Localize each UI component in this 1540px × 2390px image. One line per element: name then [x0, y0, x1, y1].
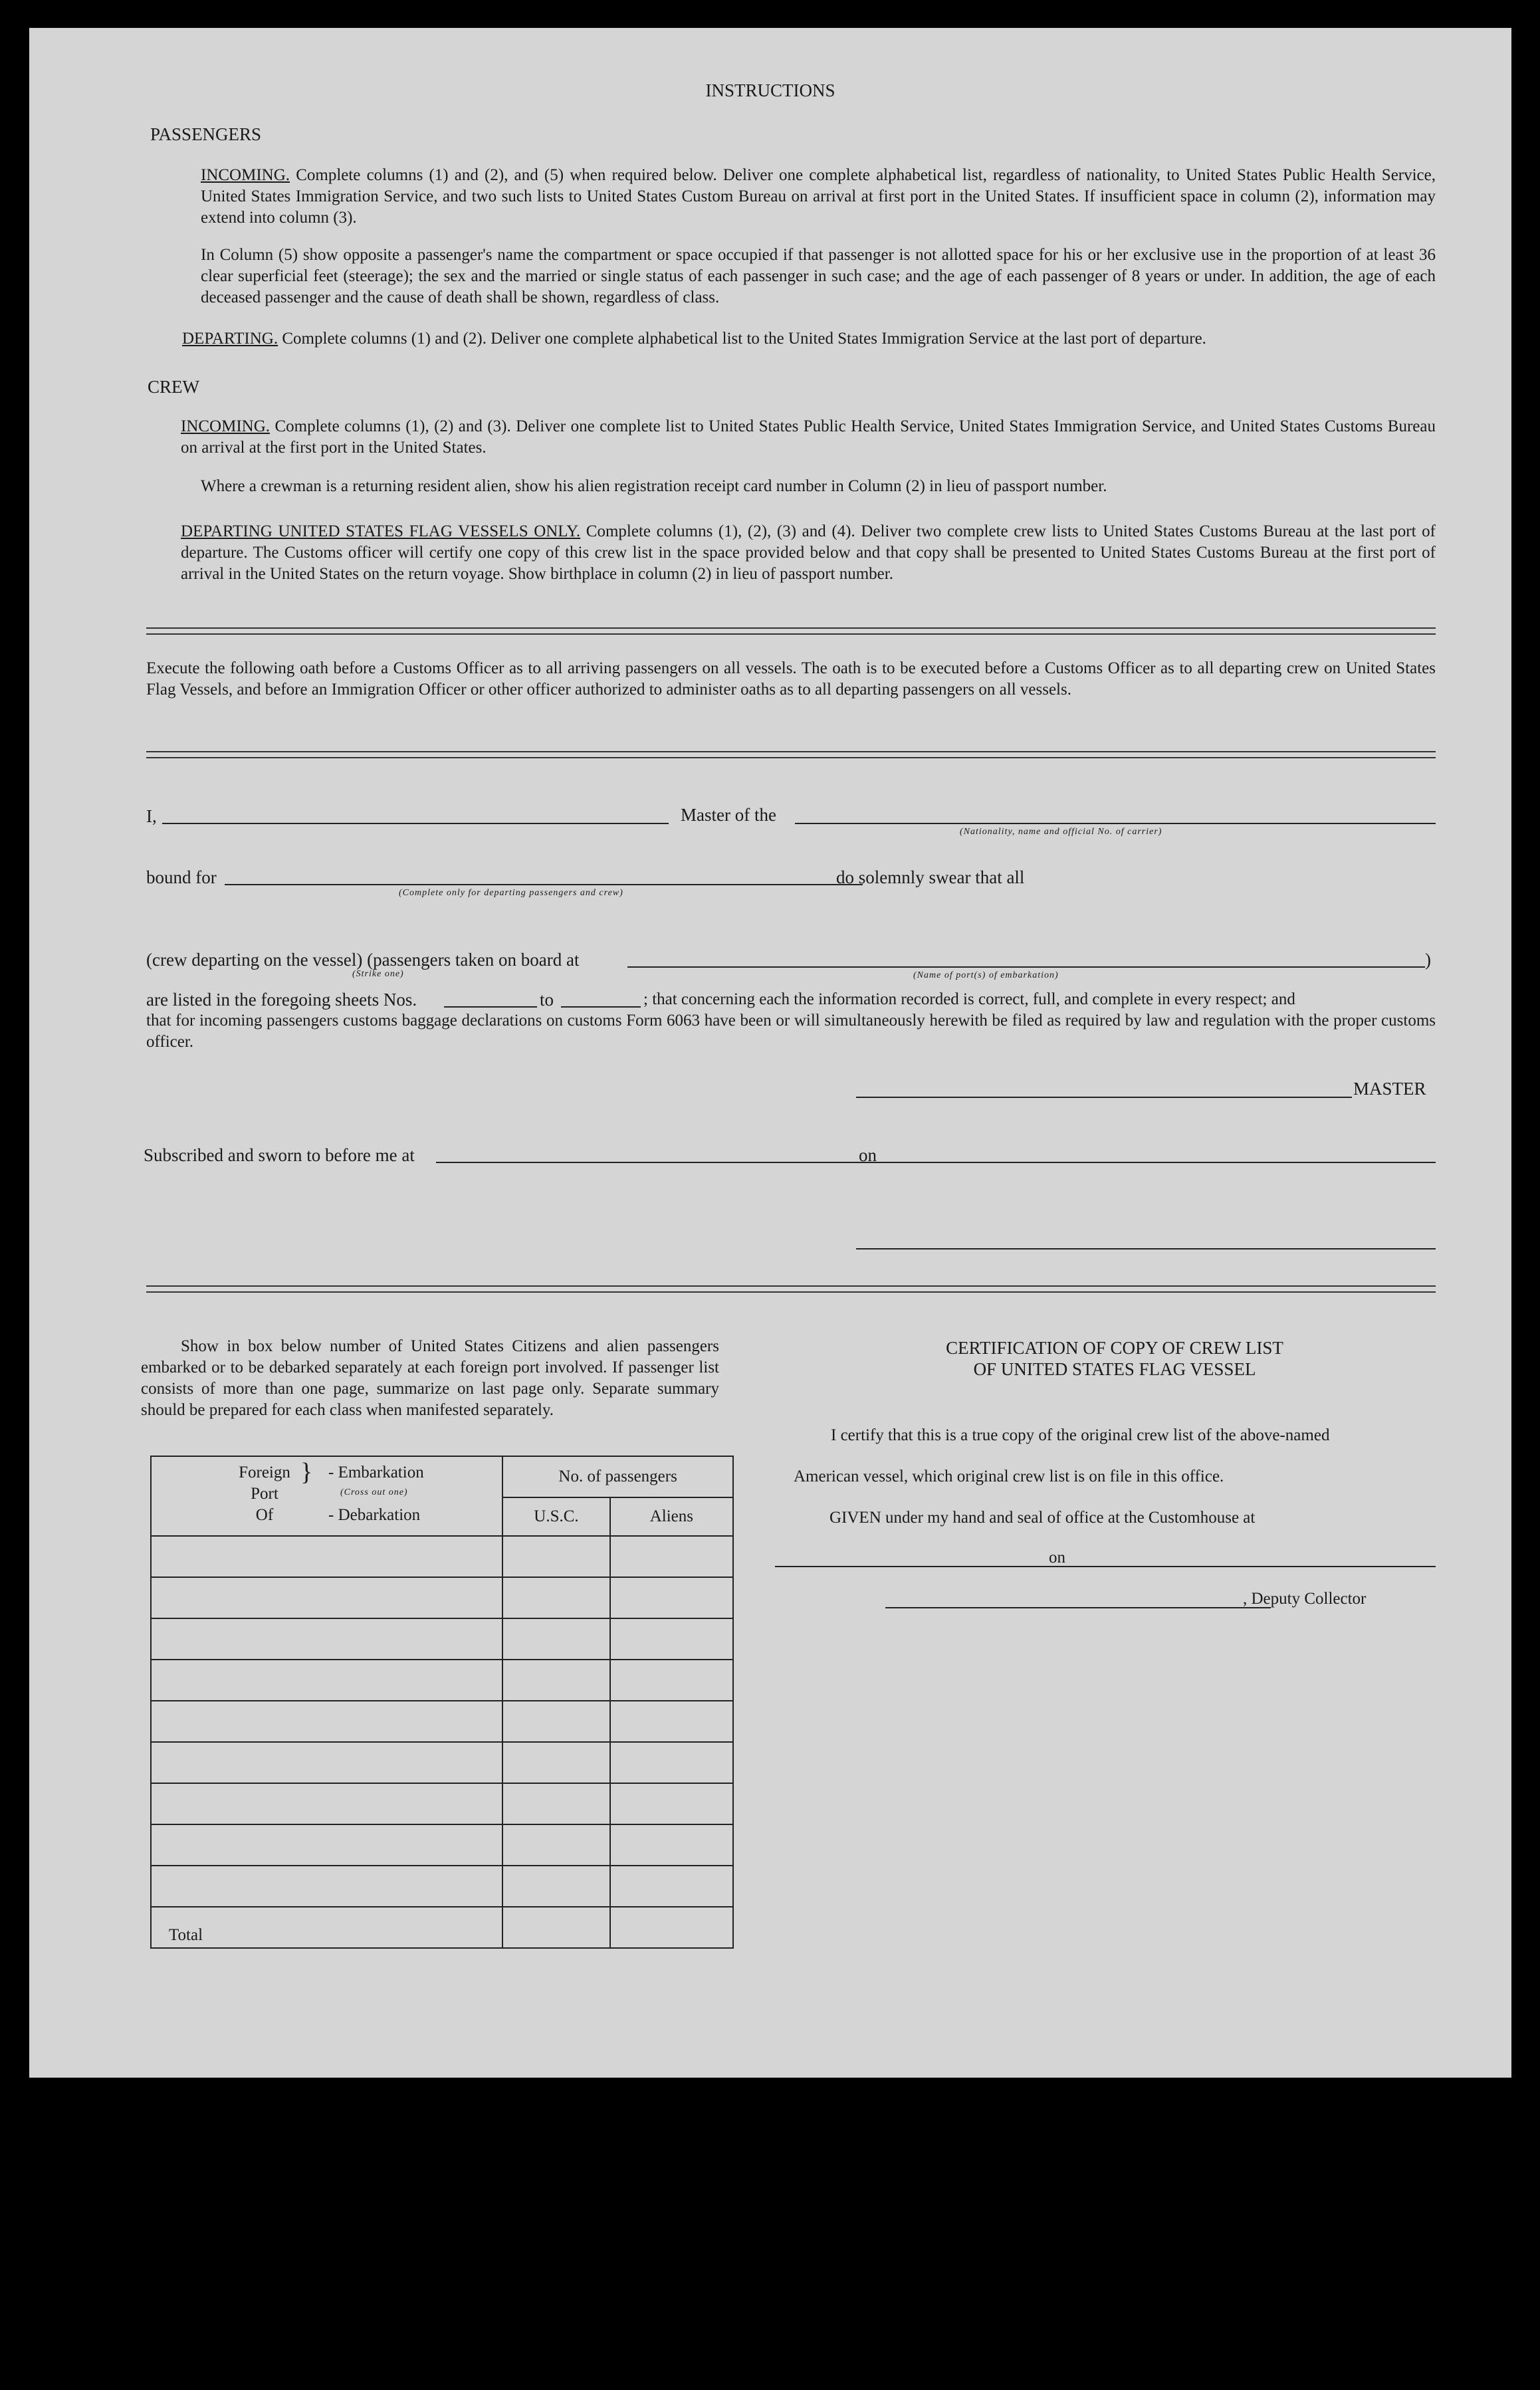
certification-heading-line1: CERTIFICATION OF COPY OF CREW LIST	[946, 1338, 1283, 1358]
port-caption: (Name of port(s) of embarkation)	[913, 970, 1059, 980]
usc-header: U.S.C.	[502, 1497, 609, 1536]
divider	[146, 1285, 1436, 1293]
table-row	[151, 1783, 733, 1824]
certification-line1: I certify that this is a true copy of the original crew list of the above-named	[831, 1426, 1330, 1444]
listed-text: ; that concerning each the information recorded is correct, full, and complete in every respect; and	[643, 990, 1295, 1008]
certification-heading	[794, 1337, 1436, 1380]
bound-for-label: bound for	[146, 867, 217, 887]
aliens-cell[interactable]	[610, 1536, 733, 1577]
carrier-caption: (Nationality, name and official No. of carrier)	[960, 827, 1162, 837]
swear-label: do solemnly swear that all	[836, 867, 1025, 887]
passengers-departing-text: Complete columns (1) and (2). Deliver one complete alphabetical list to the United States Immigration Service at the last port of departure.	[282, 330, 1206, 348]
bound-for-field[interactable]	[225, 884, 863, 885]
crew-departing-line: (crew departing on the vessel) (passengers taken on board at	[146, 950, 580, 970]
aliens-cell[interactable]	[610, 1701, 733, 1742]
table-row	[151, 1577, 733, 1618]
port-cell[interactable]	[151, 1783, 502, 1824]
aliens-header: Aliens	[610, 1497, 733, 1536]
total-aliens-cell[interactable]	[610, 1907, 733, 1948]
sworn-date-field[interactable]	[880, 1162, 1436, 1163]
close-paren: )	[1425, 950, 1431, 970]
passengers-departing-label: DEPARTING.	[182, 330, 278, 348]
certification-heading-line2: OF UNITED STATES FLAG VESSEL	[973, 1359, 1256, 1379]
total-row	[151, 1907, 733, 1948]
port-cell[interactable]	[151, 1824, 502, 1866]
certification-line2: American vessel, which original crew list is on file in this office.	[794, 1467, 1224, 1485]
certification-line3: GIVEN under my hand and seal of office at the Customhouse at	[829, 1509, 1256, 1527]
listed-text-2: that for incoming passengers customs baggage declarations on customs Form 6063 have been or will simultaneously herewith be filed as required by law and regulation with the proper customs officer.	[146, 1012, 1436, 1051]
master-of-label: Master of the	[681, 805, 776, 825]
crew-departing	[181, 521, 1436, 585]
table-row	[151, 1618, 733, 1660]
certification-on-label: on	[1049, 1549, 1065, 1567]
passengers-column5-text: In Column (5) show opposite a passenger's name the compartment or space occupied if that passenger is not allotted space for his or her exclusive use in the proportion of at least 36 clear superficial feet (steerage); the sex and the married or single status of each passenger in such case; and the age of each passenger of 8 years or under. In addition, the age of each deceased passenger and the cause of death shall be shown, regardless of class.	[201, 246, 1436, 306]
port-cell[interactable]	[151, 1660, 502, 1701]
passengers-incoming	[201, 165, 1436, 229]
bound-caption: (Complete only for departing passengers and crew)	[399, 888, 623, 898]
passenger-summary-table	[150, 1456, 734, 1949]
master-name-field[interactable]	[162, 823, 669, 824]
table-row	[151, 1866, 733, 1907]
aliens-cell[interactable]	[610, 1618, 733, 1660]
port-cell[interactable]	[151, 1618, 502, 1660]
passengers-incoming-label: INCOMING.	[201, 166, 290, 184]
to-label: to	[540, 990, 554, 1010]
passengers-heading: PASSENGERS	[150, 124, 262, 144]
page-title: INSTRUCTIONS	[705, 80, 835, 100]
table-row	[151, 1660, 733, 1701]
table-row	[151, 1536, 733, 1577]
passengers-departing	[182, 328, 1436, 350]
deputy-collector-label: , Deputy Collector	[1243, 1590, 1367, 1608]
table-row	[151, 1701, 733, 1742]
subscribed-label: Subscribed and sworn to before me at	[144, 1145, 415, 1165]
crew-incoming	[181, 416, 1436, 459]
strike-caption: (Strike one)	[352, 969, 404, 979]
usc-cell[interactable]	[502, 1824, 609, 1866]
sworn-on-label: on	[859, 1145, 877, 1165]
port-cell[interactable]	[151, 1742, 502, 1783]
crew-incoming-label: INCOMING.	[181, 417, 271, 435]
port-cell[interactable]	[151, 1866, 502, 1907]
port-header-of: Of	[255, 1506, 274, 1524]
sworn-place-field[interactable]	[436, 1162, 885, 1163]
embarkation-option[interactable]: - Embarkation	[328, 1464, 424, 1481]
form-sheet	[29, 28, 1511, 2078]
table-row	[151, 1824, 733, 1866]
port-header-port: Port	[251, 1485, 278, 1503]
deputy-signature-field[interactable]	[885, 1607, 1271, 1608]
total-label: Total	[151, 1907, 502, 1948]
brace-icon: }	[300, 1458, 313, 1486]
summary-instructions: Show in box below number of United States Citizens and alien passengers embarked or to be debarked separately at each foreign port involved. If passenger list consists of more than one page, summarize on last page only. Separate summary should be prepared for each class when manifested separately.	[141, 1337, 719, 1419]
aliens-cell[interactable]	[610, 1866, 733, 1907]
oath-i-label: I,	[146, 806, 157, 826]
port-header-cell	[151, 1456, 502, 1536]
total-usc-cell[interactable]	[502, 1907, 609, 1948]
sheet-from-field[interactable]	[444, 1006, 537, 1008]
crew-incoming-text: Complete columns (1), (2) and (3). Deliver one complete list to United States Public Health Service, United States Immigration Service, and United States Customs Bureau on arrival at the first port in the United States.	[181, 417, 1436, 457]
port-cell[interactable]	[151, 1577, 502, 1618]
port-cell[interactable]	[151, 1536, 502, 1577]
crew-departing-label: DEPARTING UNITED STATES FLAG VESSELS ONLY.	[181, 522, 581, 540]
master-signature-field[interactable]	[856, 1097, 1352, 1098]
crew-heading: CREW	[148, 377, 199, 397]
aliens-cell[interactable]	[610, 1824, 733, 1866]
aliens-cell[interactable]	[610, 1783, 733, 1824]
usc-cell[interactable]	[502, 1536, 609, 1577]
crew-departing-text: Complete columns (1), (2), (3) and (4). Deliver two complete crew lists to United States Customs Bureau at the last port of departure. The Customs officer will certify one copy of this crew list in the space provided below and that copy shall be presented to United States Customs Bureau at the first port of arrival in the United States on the return voyage. Show birthplace in column (2) in lieu of passport number.	[181, 522, 1436, 583]
usc-cell[interactable]	[502, 1577, 609, 1618]
usc-cell[interactable]	[502, 1866, 609, 1907]
aliens-cell[interactable]	[610, 1660, 733, 1701]
crew-resident-text: Where a crewman is a returning resident alien, show his alien registration receipt card number in Column (2) in lieu of passport number.	[201, 477, 1107, 495]
oath-intro: Execute the following oath before a Customs Officer as to all arriving passengers on all vessels. The oath is to be executed before a Customs Officer as to all departing crew on United States Flag Vessels, and before an Immigration Officer or other officer authorized to administer oaths as to all departing passengers on all vessels.	[146, 659, 1436, 699]
aliens-cell[interactable]	[610, 1742, 733, 1783]
debarkation-option[interactable]: - Debarkation	[328, 1506, 421, 1524]
usc-cell[interactable]	[502, 1618, 609, 1660]
no-passengers-header: No. of passengers	[502, 1456, 733, 1497]
usc-cell[interactable]	[502, 1783, 609, 1824]
usc-cell[interactable]	[502, 1660, 609, 1701]
officer-signature-field[interactable]	[856, 1248, 1436, 1249]
listed-label: are listed in the foregoing sheets Nos.	[146, 990, 417, 1010]
passengers-incoming-text: Complete columns (1) and (2), and (5) when required below. Deliver one complete alphabetical list, regardless of nationality, to United States Public Health Service, United States Immigration Service, and two such lists to United States Custom Bureau on arrival at first port in the United States. If insufficient space in column (2), information may extend into column (3).	[201, 166, 1436, 227]
master-label: MASTER	[1353, 1079, 1426, 1099]
usc-cell[interactable]	[502, 1742, 609, 1783]
usc-cell[interactable]	[502, 1701, 609, 1742]
table-row	[151, 1742, 733, 1783]
port-header-foreign: Foreign	[239, 1464, 290, 1481]
divider	[146, 627, 1436, 635]
sheet-to-field[interactable]	[561, 1006, 641, 1008]
cross-out-caption: (Cross out one)	[340, 1487, 408, 1497]
port-cell[interactable]	[151, 1701, 502, 1742]
certification-date-field[interactable]	[1073, 1566, 1436, 1567]
embarkation-port-field[interactable]	[627, 966, 1425, 968]
aliens-cell[interactable]	[610, 1577, 733, 1618]
customhouse-field[interactable]	[775, 1566, 1077, 1567]
carrier-field[interactable]	[795, 823, 1436, 824]
divider	[146, 751, 1436, 758]
